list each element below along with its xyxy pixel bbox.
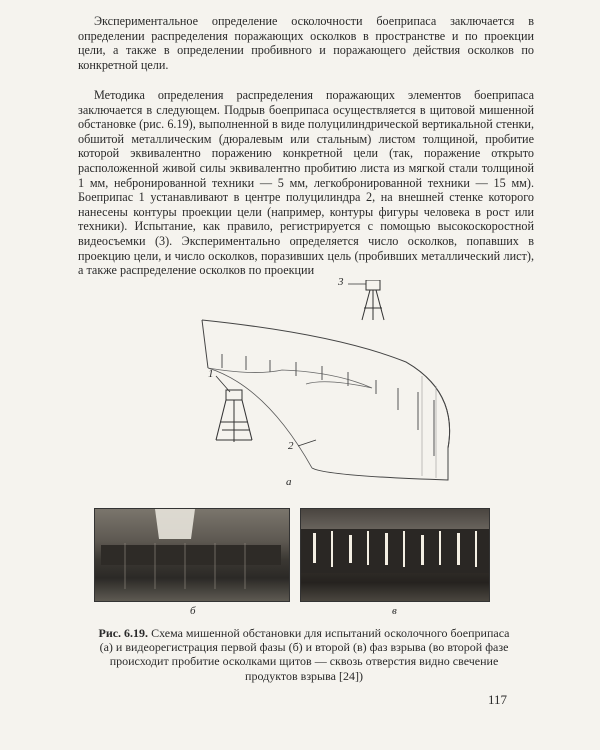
- munition-stand-icon: [216, 390, 252, 442]
- photo-sublabel-b: б: [190, 605, 196, 617]
- callout-3: 3: [338, 276, 344, 288]
- paragraph-intro: Экспериментальное определение осколочности боеприпаса заключается в определении распределения поражающих осколков в пространстве и по проекции цели, а также в определении пробивного и поражающего действия осколков по конкретной цели.: [78, 14, 534, 72]
- callout-2: 2: [288, 440, 294, 452]
- wall-bottom-edge: [208, 368, 372, 388]
- caption-text: Схема мишенной обстановки для испытаний осколочного боеприпаса (а) и видеорегистрация первой фазы (б) и второй (в) фаз взрыва (во второй фазе происходит пробитие осколками щитов — сквозь отверстия видно свечение продуктов взрыва [24]): [99, 626, 510, 683]
- page-number: 117: [488, 692, 508, 707]
- wall-top-edge: [202, 320, 450, 448]
- wall-outer-face: [312, 362, 450, 480]
- figure-sublabel-a: а: [286, 476, 292, 488]
- photo-sublabel-v: в: [392, 605, 397, 617]
- target-setup-diagram: [186, 276, 508, 490]
- camera-icon: [362, 280, 384, 320]
- photo-phase-2: [300, 508, 490, 602]
- callout-1: 1: [208, 368, 214, 380]
- caption-label: Рис. 6.19.: [98, 626, 149, 640]
- paragraph-method: Методика определения распределения поражающих элементов боеприпаса заключается в следующем. Подрыв боеприпаса осуществляется в щитовой мишенной обстановке (рис. 6.19), выполненной в виде полуцилиндрической вертикальной стенки, обшитой металлическим (дюралевым или стальным) листом толщиной, пробитие которой эквивалентно поражению конкретной цели (так, поражение открыто расположенной живой силы эквивалентно пробитию листа из мягкой стали толщиной 1 мм, небронированной техники — 5 мм, легкобронированной техники — 15 мм). Боеприпас 1 устанавливают в центре полуцилиндра 2, на внешней стенке которого нанесены контуры проекции цели (например, контуры фигуры человека в рост или техники). Испытание, как правило, регистрируется с помощью высокоскоростной видеосъемки (3). Экспериментально определяется число осколков, попавших в проекцию цели, и число осколков, поразивших цель (пробивших металлический лист), а также распределение осколков по проекции: [78, 88, 534, 278]
- figure-caption: [94, 626, 514, 683]
- photo-phase-1: [94, 508, 290, 602]
